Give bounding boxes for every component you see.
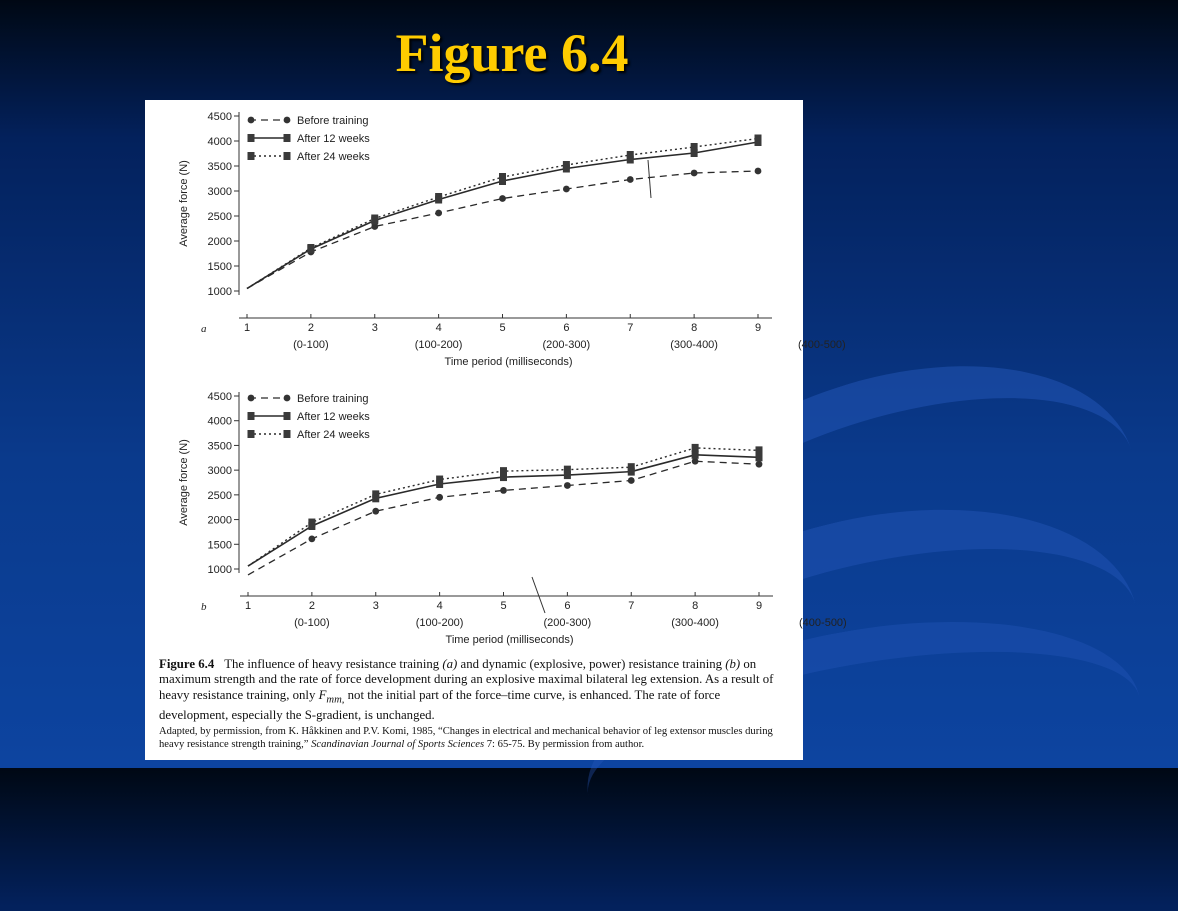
data-point <box>756 453 763 461</box>
data-point <box>248 395 255 402</box>
x-range-label: (200-300) <box>542 339 591 351</box>
x-axis-label: Time period (milliseconds) <box>445 634 574 646</box>
x-tick-label: 6 <box>563 322 570 334</box>
y-tick-label: 4500 <box>207 111 232 123</box>
figure-caption <box>159 657 789 723</box>
legend-label: Before training <box>297 115 369 127</box>
data-point <box>692 458 699 465</box>
x-tick-label: 8 <box>691 322 698 334</box>
credit-journal: Scandinavian Journal of Sports Sciences <box>311 739 485 750</box>
x-range-label: (400-500) <box>798 339 846 351</box>
data-point <box>284 117 291 124</box>
x-tick-label: 5 <box>499 322 506 334</box>
data-point <box>563 161 570 169</box>
data-point <box>248 134 255 142</box>
chart-b <box>145 380 847 650</box>
x-axis-label: Time period (milliseconds) <box>444 356 573 368</box>
series-line <box>248 448 759 566</box>
x-tick-label: 7 <box>627 322 634 334</box>
x-range-label: (0-100) <box>293 339 329 351</box>
x-range-label: (100-200) <box>415 617 464 629</box>
data-point <box>248 152 255 160</box>
x-range-label: (100-200) <box>414 339 463 351</box>
legend <box>248 115 371 163</box>
y-tick-label: 3000 <box>207 186 232 198</box>
slide-title: Figure 6.4 <box>395 23 629 83</box>
data-point <box>435 193 442 201</box>
x-tick-label: 6 <box>564 600 571 612</box>
panel-label: b <box>201 601 207 613</box>
x-tick-label: 2 <box>308 600 315 612</box>
x-range-label: (300-400) <box>670 339 718 351</box>
y-tick-label: 3500 <box>207 440 232 453</box>
y-tick-label: 3500 <box>207 161 232 173</box>
legend-label: After 24 weeks <box>297 151 370 163</box>
x-tick-label: 3 <box>372 600 379 612</box>
y-tick-label: 4500 <box>207 391 232 403</box>
data-point <box>308 535 315 542</box>
y-tick-label: 2500 <box>207 211 232 223</box>
x-tick-label: 5 <box>500 600 507 612</box>
x-tick-label: 8 <box>692 600 699 612</box>
data-point <box>284 134 291 142</box>
y-tick-label: 2000 <box>207 236 232 248</box>
x-tick-label: 1 <box>243 322 251 334</box>
y-tick-label: 3000 <box>207 465 232 478</box>
legend-label: After 24 weeks <box>297 429 370 441</box>
data-point <box>755 135 762 143</box>
y-tick-label: 2500 <box>207 489 232 502</box>
data-point <box>435 210 442 217</box>
caption-italic: (a) <box>442 657 458 671</box>
annotation-pointer <box>648 160 651 198</box>
y-tick-label: 1500 <box>207 261 232 273</box>
data-point <box>248 117 255 124</box>
x-tick-label: 9 <box>755 600 763 612</box>
series-1 <box>247 168 761 289</box>
y-tick-label: 1000 <box>207 564 232 576</box>
data-point <box>691 143 698 151</box>
data-point <box>371 215 378 223</box>
data-point <box>756 461 763 468</box>
data-point <box>284 395 291 402</box>
caption-subscript: mm, <box>326 694 345 706</box>
caption-italic: (b) <box>725 657 741 671</box>
caption-figure-label: Figure 6.4 <box>159 657 215 671</box>
data-point <box>755 168 762 175</box>
x-tick-label: 4 <box>435 322 442 334</box>
data-point <box>436 476 443 484</box>
legend <box>248 393 371 441</box>
y-tick-label: 2000 <box>207 514 232 527</box>
data-point <box>499 195 506 202</box>
x-tick-label: 4 <box>436 600 443 612</box>
y-tick-label: 4000 <box>207 136 232 148</box>
y-axis-label: Average force (N) <box>178 439 190 526</box>
panel-label: a <box>201 323 207 335</box>
data-point <box>628 477 635 484</box>
x-tick-label: 2 <box>307 322 314 334</box>
data-point <box>436 494 443 501</box>
y-tick-label: 4000 <box>207 415 232 428</box>
data-point <box>372 508 379 515</box>
x-tick-label: 3 <box>371 322 378 334</box>
data-point <box>248 430 255 438</box>
figure-credit <box>159 725 789 751</box>
series-3 <box>248 444 763 566</box>
data-point <box>499 173 506 181</box>
series-line <box>247 171 758 289</box>
data-point <box>564 466 571 474</box>
caption-text: on maximum strength and the rate of force development during an explosive maximal bilateral leg extension. As a result of heavy resistance training, only <box>159 657 774 702</box>
caption-italic: F <box>318 687 327 702</box>
data-point <box>756 446 763 454</box>
x-range-label: (0-100) <box>294 617 330 629</box>
x-range-label: (200-300) <box>543 617 592 629</box>
x-tick-label: 9 <box>754 322 762 334</box>
x-tick-label: 7 <box>628 600 635 612</box>
data-point <box>308 519 315 527</box>
credit-text: Adapted, by permission, from K. Håkkinen and P.V. Komi, 1985, “Changes in electrical and mechanical behavior of leg extensor muscles during heavy resistance strength training,” <box>159 726 773 750</box>
annotation-pointer <box>532 577 545 613</box>
data-point <box>627 151 634 159</box>
figure-panel <box>145 100 847 760</box>
y-tick-label: 1500 <box>207 539 232 552</box>
x-range-label: (300-400) <box>671 617 719 629</box>
legend-label: After 12 weeks <box>297 411 370 423</box>
y-axis-label: Average force (N) <box>178 160 190 247</box>
caption-text: and dynamic (explosive, power) resistance training <box>457 657 726 671</box>
x-range-label: (400-500) <box>799 617 847 629</box>
data-point <box>372 490 379 498</box>
data-point <box>564 482 571 489</box>
x-tick-label: 1 <box>244 600 252 612</box>
data-point <box>307 244 314 252</box>
credit-text: 7: 65-75. By permission from author. <box>484 739 645 750</box>
data-point <box>500 487 507 494</box>
data-point <box>628 463 635 471</box>
caption-text: The influence of heavy resistance training <box>224 657 443 671</box>
data-point <box>284 430 291 438</box>
data-point <box>627 176 634 183</box>
data-point <box>500 467 507 475</box>
data-point <box>563 186 570 193</box>
data-point <box>284 412 291 420</box>
data-point <box>248 412 255 420</box>
y-tick-label: 1000 <box>207 286 232 298</box>
data-point <box>692 444 699 452</box>
data-point <box>284 152 291 160</box>
chart-a <box>145 100 846 380</box>
caption-text: not the initial part of the force–time curve, is enhanced. The rate of force development, especially the S-gradient, is unchanged. <box>159 687 721 722</box>
series-line <box>247 142 758 289</box>
data-point <box>692 451 699 459</box>
legend-label: After 12 weeks <box>297 133 370 145</box>
data-point <box>691 170 698 177</box>
legend-label: Before training <box>297 393 369 405</box>
